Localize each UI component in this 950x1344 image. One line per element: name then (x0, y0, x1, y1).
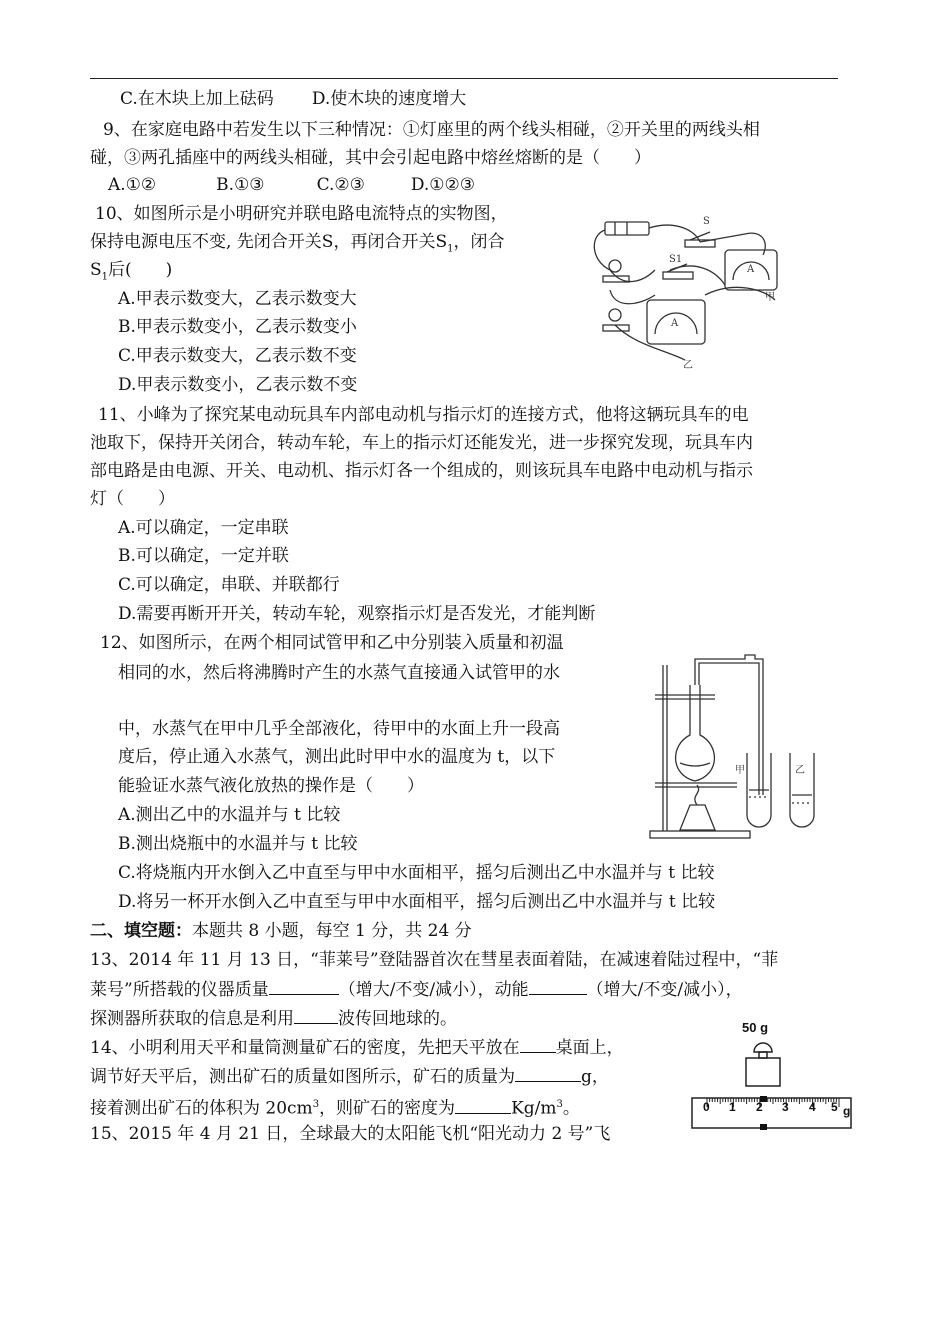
q11-line1: 11、小峰为了探究某电动玩具车内部电动机与指示灯的连接方式，他将这辆玩具车的电 (98, 405, 749, 425)
q15-line1: 15、2015 年 4 月 21 日，全球最大的太阳能飞机“阳光动力 2 号”飞 (90, 1124, 611, 1144)
q9-option-d: D.①②③ (410, 175, 476, 195)
scale-labels (690, 1100, 855, 1120)
q9-option-b: B.①③ (216, 175, 265, 195)
q10-line1: 10、如图所示是小明研究并联电路电流特点的实物图， (95, 204, 508, 224)
q14-blank-surface[interactable] (520, 1036, 556, 1053)
option-d: D.使木块的速度增大 (311, 89, 467, 109)
q14-line2: 调节好天平后，测出矿石的质量如图所示，矿石的质量为 g， (90, 1067, 609, 1087)
q11-option-b: B.可以确定，一定并联 (118, 546, 289, 566)
q11-option-a: A.可以确定，一定串联 (118, 518, 289, 538)
q12-line1: 12、如图所示，在两个相同试管甲和乙中分别装入质量和初温 (100, 633, 564, 653)
q12-line5: 能验证水蒸气液化放热的操作是（ ） (118, 776, 424, 796)
q13-blank-kinetic[interactable] (529, 978, 587, 995)
scale-2: 2 (756, 1100, 763, 1114)
q11-line4: 灯（ ） (90, 489, 175, 509)
q9-line2: 碰，③两孔插座中的两线头相碰，其中会引起电路中熔丝熔断的是（ ） (90, 148, 651, 168)
q13-blank-wave[interactable] (294, 1007, 338, 1024)
header-rule (90, 78, 838, 79)
q13-line1: 13、2014 年 11 月 13 日，“菲莱号”登陆器首次在彗星表面着陆，在减速着陆过程中，“菲 (90, 950, 779, 970)
q12-option-c: C.将烧瓶内开水倒入乙中直至与甲中水面相平，摇匀后测出乙中水温并与 t 比较 (118, 863, 715, 883)
q11-line3: 部电路是由电源、开关、电动机、指示灯各一个组成的，则该玩具车电路中电动机与指示 (90, 461, 753, 481)
q10-option-c: C.甲表示数变大，乙表示数不变 (118, 346, 357, 366)
parallel-circuit-figure (585, 200, 785, 370)
q9-options (108, 174, 475, 196)
q10-line2: 保持电源电压不变, 先闭合开关S，再闭合开关$S_1$，闭合 (90, 232, 505, 255)
weight-label: 50 g (742, 1020, 769, 1035)
q12-line2: 相同的水，然后将沸腾时产生的水蒸气直接通入试管甲的水 (118, 663, 560, 683)
q11-option-c: C.可以确定，串联、并联都行 (118, 575, 340, 595)
q13-blank-mass[interactable] (269, 978, 339, 995)
ammeter-yi-a: A (671, 318, 679, 329)
section2-heading (90, 920, 472, 942)
q12-line4: 度后，停止通入水蒸气，测出此时甲中水的温度为 t，以下 (118, 747, 556, 767)
balance-figure (690, 1020, 855, 1135)
q12-option-b: B.测出烧瓶中的水温并与 t 比较 (118, 834, 358, 854)
rider-bottom (760, 1124, 767, 1130)
q9-line1: 9、在家庭电路中若发生以下三种情况：①灯座里的两个线头相碰，②开关里的两线头相 (103, 120, 760, 140)
q12-line3: 中，水蒸气在甲中几乎全部液化，待甲中的水面上升一段高 (118, 719, 560, 739)
steam-apparatus-figure (645, 645, 830, 845)
tube-yi-label: 乙 (795, 765, 805, 776)
section2-desc: 本题共 8 小题，每空 1 分，共 24 分 (192, 921, 472, 941)
label-yi: 乙 (683, 360, 693, 370)
switch-s-label: S (703, 216, 710, 227)
scale-0: 0 (703, 1100, 710, 1114)
section2-title: 二、填空题： (90, 921, 192, 941)
ammeter-jia-a: A (747, 264, 755, 275)
scale-4: 4 (809, 1100, 816, 1114)
q14-blank-mass[interactable] (515, 1065, 581, 1082)
q12-option-d: D.将另一杯开水倒入乙中直至与甲中水面相平，摇匀后测出乙中水温并与 t 比较 (118, 892, 716, 912)
q9-option-a: A.①② (108, 175, 157, 195)
q11-line2: 池取下，保持开关闭合，转动车轮，车上的指示灯还能发光，进一步探究发现，玩具车内 (90, 433, 753, 453)
q13-line3: 探测器所获取的信息是利用 波传回地球的。 (90, 1009, 457, 1029)
q14-line1: 14、小明利用天平和量筒测量矿石的密度，先把天平放在 桌面上， (90, 1038, 624, 1058)
option-c: C.在木块上加上砝码 (120, 89, 274, 109)
q9-option-c: C.②③ (316, 175, 365, 195)
q10-line3: $S_1$后( ) (90, 260, 173, 283)
tube-jia-label: 甲 (735, 765, 745, 776)
q11-option-d: D.需要再断开开关，转动车轮，观察指示灯是否发光，才能判断 (118, 604, 596, 624)
label-jia: 甲 (765, 292, 775, 303)
q10-option-a: A.甲表示数变大，乙表示数变大 (118, 289, 357, 309)
q13-line2: 莱号”所搭载的仪器质量 （增大/不变/减小），动能 （增大/不变/减小）， (90, 980, 743, 1000)
q14-line3: 接着测出矿石的体积为 $20cm^3$，则矿石的密度为 $Kg/m^3$。 (90, 1098, 580, 1119)
scale-5: 5 (831, 1100, 838, 1114)
q10-option-d: D.甲表示数变小，乙表示数不变 (118, 375, 358, 395)
switch-s1-label: S1 (669, 254, 683, 265)
q10-option-b: B.甲表示数变小，乙表示数变小 (118, 317, 357, 337)
q12-option-a: A.测出乙中的水温并与 t 比较 (118, 805, 341, 825)
q14-blank-density[interactable] (455, 1097, 511, 1114)
scale-3: 3 (782, 1100, 789, 1114)
scale-1: 1 (729, 1100, 736, 1114)
scale-unit: g (843, 1104, 851, 1118)
prev-question-options (120, 88, 466, 110)
